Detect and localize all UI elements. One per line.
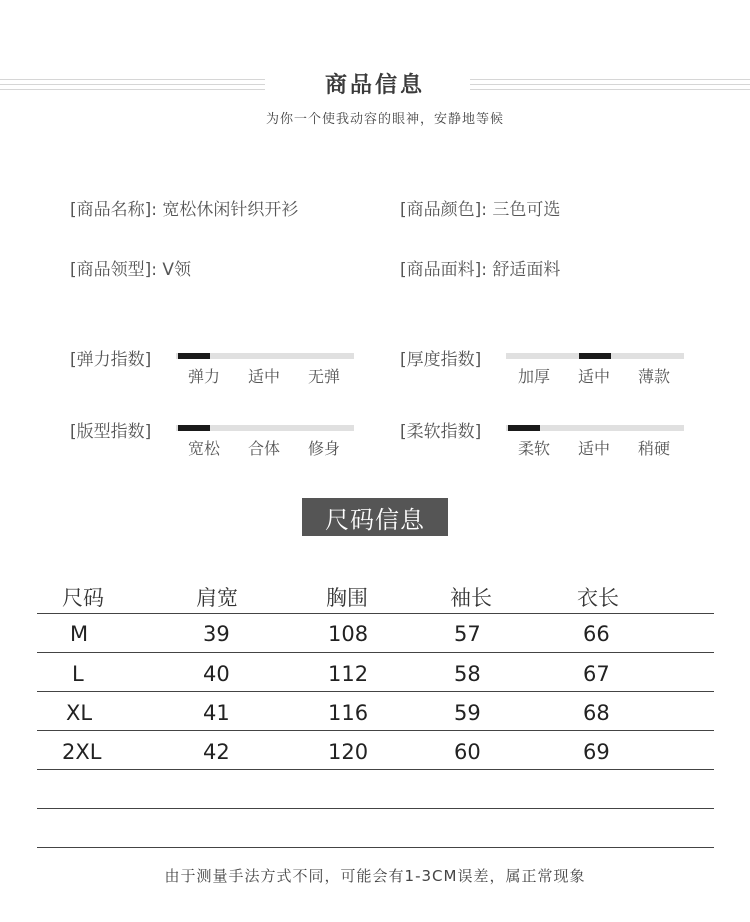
index-elasticity-track [176, 353, 354, 359]
index-softness-option: 稍硬 [638, 439, 671, 458]
size-cell: 120 [328, 740, 369, 764]
index-elasticity-label: [弹力指数] [70, 350, 152, 370]
size-cell: M [70, 622, 89, 646]
index-elasticity-option: 弹力 [188, 367, 221, 386]
size-header-shoulder: 肩宽 [196, 586, 238, 610]
size-cell: 66 [583, 622, 610, 646]
table-divider [37, 691, 714, 692]
index-thickness-option: 适中 [578, 367, 611, 386]
table-divider [37, 652, 714, 653]
size-cell: 41 [203, 701, 230, 725]
size-cell: 40 [203, 662, 230, 686]
info-name-value: 宽松休闲针织开衫 [162, 200, 299, 220]
size-cell: 69 [583, 740, 610, 764]
size-cell: 68 [583, 701, 610, 725]
index-fit-marker [178, 425, 210, 431]
index-softness-label: [柔软指数] [400, 422, 482, 442]
size-header-length: 衣长 [577, 586, 619, 610]
footer-note: 由于测量手法方式不同，可能会有1-3CM误差，属正常现象 [164, 867, 586, 885]
size-cell: 2XL [62, 740, 102, 764]
info-collar [70, 255, 191, 280]
info-name [70, 195, 298, 220]
index-fit-track [176, 425, 354, 431]
info-collar-label: [商品领型]: [70, 260, 157, 280]
info-fabric-value: 舒适面料 [492, 260, 561, 280]
index-thickness-track [506, 353, 684, 359]
index-thickness-option: 加厚 [518, 367, 551, 386]
size-cell: 59 [454, 701, 481, 725]
info-color-value: 三色可选 [492, 200, 561, 220]
size-cell: 108 [328, 622, 369, 646]
info-collar-value: V领 [162, 260, 192, 280]
index-elasticity-marker [178, 353, 210, 359]
size-cell: 67 [583, 662, 610, 686]
size-cell: 112 [328, 662, 369, 686]
index-fit-option: 合体 [248, 439, 281, 458]
info-fabric [400, 255, 560, 280]
size-cell: 39 [203, 622, 230, 646]
size-cell: XL [66, 701, 93, 725]
size-cell: 116 [328, 701, 369, 725]
info-color [400, 195, 560, 220]
index-fit-label: [版型指数] [70, 422, 152, 442]
index-thickness-label: [厚度指数] [400, 350, 482, 370]
size-section-title: 尺码信息 [302, 498, 448, 536]
index-fit-option: 宽松 [188, 439, 221, 458]
page-subtitle: 为你一个使我动容的眼神，安静地等候 [265, 112, 504, 127]
table-divider [37, 808, 714, 809]
size-cell: 58 [454, 662, 481, 686]
size-cell: L [72, 662, 84, 686]
index-thickness-option: 薄款 [638, 367, 671, 386]
info-fabric-label: [商品面料]: [400, 260, 487, 280]
info-name-label: [商品名称]: [70, 200, 157, 220]
size-cell: 60 [454, 740, 481, 764]
size-header-sleeve: 袖长 [450, 586, 492, 610]
index-softness-option: 柔软 [518, 439, 551, 458]
index-softness-marker [508, 425, 540, 431]
table-divider [37, 847, 714, 848]
size-cell: 42 [203, 740, 230, 764]
index-elasticity-option: 适中 [248, 367, 281, 386]
table-divider [37, 613, 714, 614]
index-thickness-marker [579, 353, 611, 359]
table-divider [37, 769, 714, 770]
index-elasticity-option: 无弹 [308, 367, 341, 386]
index-softness-track [506, 425, 684, 431]
size-header-chest: 胸围 [326, 586, 368, 610]
page-title: 商品信息 [324, 73, 425, 98]
index-fit-option: 修身 [308, 439, 341, 458]
table-divider [37, 730, 714, 731]
size-header-size: 尺码 [62, 586, 104, 610]
info-color-label: [商品颜色]: [400, 200, 487, 220]
size-cell: 57 [454, 622, 481, 646]
index-softness-option: 适中 [578, 439, 611, 458]
